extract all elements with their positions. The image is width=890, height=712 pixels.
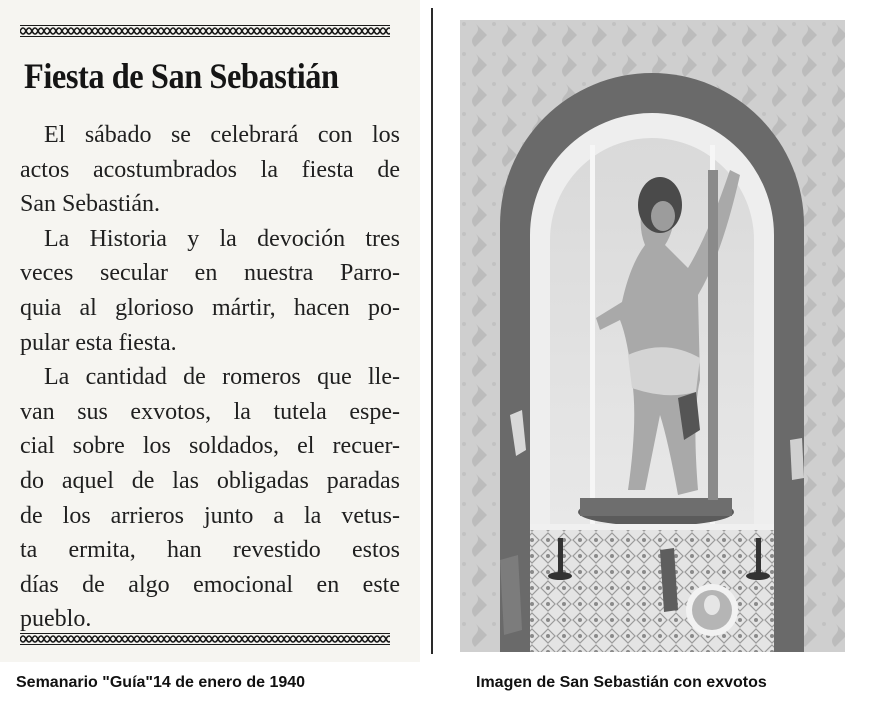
article-line: actos acostumbrados la fiesta de xyxy=(20,156,400,183)
column-divider xyxy=(431,8,433,654)
article-line: La Historia y la devoción tres xyxy=(44,225,400,252)
clipping-caption: Semanario "Guía"14 de enero de 1940 xyxy=(16,674,306,691)
article-line: pueblo. xyxy=(20,606,92,633)
article-line: de los arrieros junto a la vetus- xyxy=(20,502,400,529)
newspaper-clipping xyxy=(0,0,420,662)
saint-statue-photo xyxy=(460,20,845,652)
article-line: días de algo emocional en este xyxy=(20,571,400,598)
article-line: La cantidad de romeros que lle- xyxy=(44,364,400,391)
article-line: San Sebastián. xyxy=(20,191,160,218)
article-line: do aquel de las obligadas paradas xyxy=(20,467,400,494)
article-line: cial sobre los soldados, el recuer- xyxy=(20,433,400,460)
ornamental-border-top xyxy=(20,24,390,38)
article-line: van sus exvotos, la tutela espe- xyxy=(20,398,400,425)
article-line: quia al glorioso mártir, hacen po- xyxy=(20,294,400,321)
article-body xyxy=(20,118,400,637)
ornamental-border-bottom xyxy=(20,632,390,646)
article-line: El sábado se celebrará con los xyxy=(44,122,400,148)
article-headline: Fiesta de San Sebastián xyxy=(24,56,339,96)
photo-caption: Imagen de San Sebastián con exvotos xyxy=(476,674,767,691)
article-line: ta ermita, han revestido estos xyxy=(20,537,400,564)
article-line: veces secular en nuestra Parro- xyxy=(20,260,400,287)
article-line: pular esta fiesta. xyxy=(20,329,177,356)
